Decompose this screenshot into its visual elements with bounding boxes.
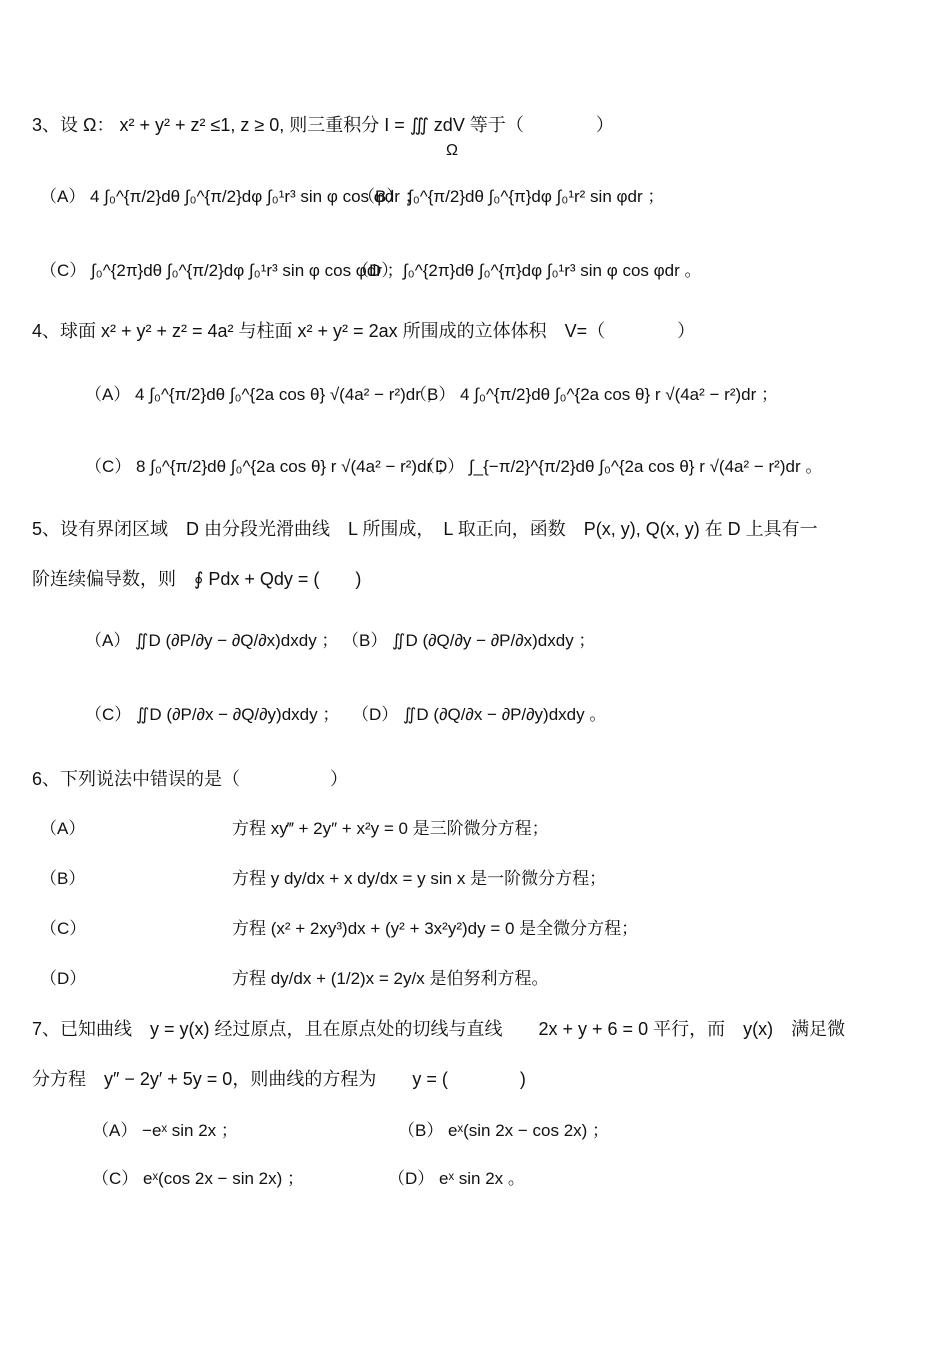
q7-option-c: （C） eˣ(cos 2x − sin 2x) ； <box>92 1169 304 1188</box>
q6-option-a: 方程 xy‴ + 2y″ + x²y = 0 是三阶微分方程； <box>232 819 549 838</box>
q4-option-a: （A） 4 ∫₀^{π/2}dθ ∫₀^{2a cos θ} √(4a² − r²)dr ； <box>85 385 443 404</box>
q7-stem-line2: 分方程 y″ − 2y′ + 5y = 0，则曲线的方程为 y = ( ) <box>32 1069 526 1089</box>
q3-stem: 3、设 Ω： x² + y² + z² ≤1, z ≥ 0, 则三重积分 I = ∭ zdV 等于（ ） <box>32 115 614 135</box>
q6-option-c: 方程 (x² + 2xy³)dx + (y² + 3x²y²)dy = 0 是全微分方程； <box>232 919 639 938</box>
q5-option-c: （C） ∬D (∂P/∂x − ∂Q/∂y)dxdy ； <box>85 705 340 724</box>
q7-option-d: （D） eˣ sin 2x 。 <box>388 1169 525 1188</box>
q3-option-d: （D） ∫₀^{2π}dθ ∫₀^{π}dφ ∫₀¹r³ sin φ cos φdr 。 <box>352 261 702 280</box>
q4-option-d: （D） ∫_{−π/2}^{π/2}dθ ∫₀^{2a cos θ} r √(4a² − r²)dr 。 <box>418 457 823 476</box>
q6-label-a: （A） <box>40 819 86 838</box>
q6-label-d: （D） <box>40 969 87 988</box>
q4-option-c: （C） 8 ∫₀^{π/2}dθ ∫₀^{2a cos θ} r √(4a² − r²)dr ； <box>85 457 454 476</box>
q3-option-b: （B） ∫₀^{π/2}dθ ∫₀^{π}dφ ∫₀¹r² sin φdr ； <box>358 187 665 206</box>
q6-label-c: （C） <box>40 919 87 938</box>
q4-option-b: （B） 4 ∫₀^{π/2}dθ ∫₀^{2a cos θ} r √(4a² − r²)dr ； <box>410 385 778 404</box>
q6-label-b: （B） <box>40 869 86 888</box>
q5-option-b: （B） ∬D (∂Q/∂y − ∂P/∂x)dxdy ； <box>342 631 596 650</box>
q5-option-d: （D） ∬D (∂Q/∂x − ∂P/∂y)dxdy 。 <box>352 705 607 724</box>
q6-option-d: 方程 dy/dx + (1/2)x = 2y/x 是伯努利方程。 <box>232 969 549 988</box>
q3-option-a: （A） 4 ∫₀^{π/2}dθ ∫₀^{π/2}dφ ∫₀¹r³ sin φ cos φdr ； <box>40 187 422 206</box>
q5-stem-line1: 5、设有界闭区域 D 由分段光滑曲线 L 所围成， L 取正向，函数 P(x, y), Q(x, y) 在 D 上具有一 <box>32 519 818 539</box>
q5-option-a: （A） ∬D (∂P/∂y − ∂Q/∂x)dxdy ； <box>85 631 339 650</box>
q5-stem-line2: 阶连续偏导数，则 ∮ Pdx + Qdy = ( ) <box>32 569 362 589</box>
q3-option-c: （C） ∫₀^{2π}dθ ∫₀^{π/2}dφ ∫₀¹r³ sin φ cos φdr ； <box>40 261 404 280</box>
q7-stem-line1: 7、已知曲线 y = y(x) 经过原点，且在原点处的切线与直线 2x + y + 6 = 0 平行，而 y(x) 满足微 <box>32 1019 846 1039</box>
q7-option-a: （A） −eˣ sin 2x ； <box>92 1121 238 1140</box>
q3-region: Ω <box>446 142 458 159</box>
q4-stem: 4、球面 x² + y² + z² = 4a² 与柱面 x² + y² = 2ax 所围成的立体体积 V=（ ） <box>32 321 696 341</box>
q6-stem: 6、下列说法中错误的是（ ） <box>32 769 349 789</box>
q7-option-b: （B） eˣ(sin 2x − cos 2x) ； <box>398 1121 610 1140</box>
q6-option-b: 方程 y dy/dx + x dy/dx = y sin x 是一阶微分方程； <box>232 869 607 888</box>
